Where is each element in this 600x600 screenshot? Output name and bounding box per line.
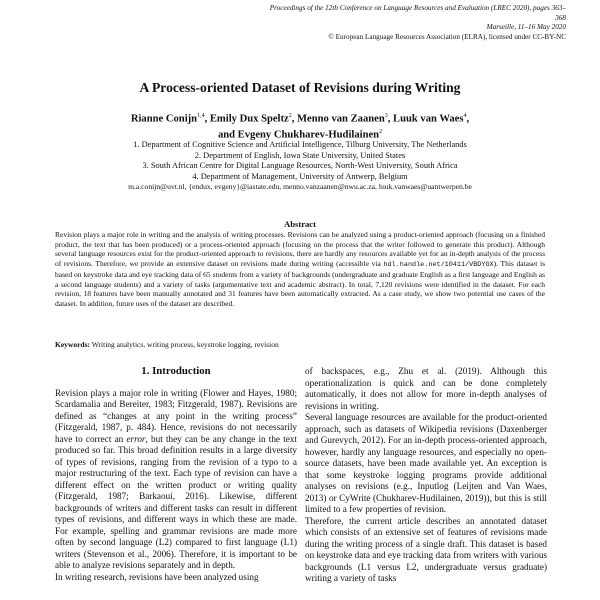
affiliations	[0, 140, 600, 193]
affiliation-line: 3. South African Centre for Digital Language Resources, North-West University, South Africa	[142, 161, 458, 171]
author-affil-mark: 4	[463, 113, 467, 119]
author-affil-mark: 2	[288, 113, 292, 119]
affiliation-line: 4. Department of Management, University of Antwerp, Belgium	[192, 171, 408, 181]
intro-paragraph-1	[55, 388, 297, 572]
intro-text: Revision plays a major role in writing (Flower and Hayes, 1980; Scardamalia and Bereiter, 1983; Fitzgerald, 1987). Revisions are defined as “changes at any point in the writing process” (Fitzgerald, 1987, p. 484). Hence, revisions do not necessarily have to correct an	[55, 387, 297, 444]
proceedings-line-1: Proceedings of the 12th Conference on Language Resources and Evaluation (LREC 2020), pages 363–368	[269, 4, 566, 22]
keywords-label: Keywords:	[55, 340, 90, 349]
intro-text: , but they can be any change in the text produced so far. This broad definition results in a large diversity of types of revisions, ranging from the revision of a typo to a major restructuring of the text. Each type of revision can have a different effect on the written product or writing quality (Fitzgerald, 1987; Barkaoui, 2016). Likewise, different backgrounds of writers and different tasks can result in different types of revisions, and different ways in which these are made. For example, spelling and grammar revisions are made more often by second language (L2) compared to first language (L1) writers (Stevenson et al., 2006). Therefore, it is important to be able to analyze revisions separately and in depth.	[55, 433, 297, 570]
affiliation-line: 1. Department of Cognitive Science and Artificial Intelligence, Tilburg University, The Netherlands	[133, 140, 467, 149]
proceedings-line-3: © European Language Resources Association (ELRA), licensed under CC-BY-NC	[328, 32, 566, 41]
emphasis-error: error	[126, 433, 146, 444]
affiliation-line: 2. Department of English, Iowa State University, United States	[194, 150, 406, 160]
right-paragraph-2: Several language resources are available for the product-oriented approach, such as datasets of Wikipedia revisions (Daxenberger and Gurevych, 2012). For an in-depth process-oriented approach, however, hardly any language resources, and especially no open-source datasets, have been made available yet. An exception is that some keystroke logging programs provide additional analyses on revisions (e.g., Inputlog (Leijten and Van Waes, 2013) or CyWrite (Chukharev-Hudilainen, 2019)), but this is still limited to a few properties of revision.	[305, 412, 547, 514]
intro-paragraph-2: In writing research, revisions have been analyzed using	[55, 571, 259, 582]
author-name: Menno van Zaanen	[297, 113, 385, 125]
keywords	[55, 340, 545, 349]
abstract-text-part-1: Revision plays a major role in writing and the analysis of writing processes. Revisions can be analyzed using a product-oriented approach (focusing on a finished product, the text that has been produced) or a process-oriented approach (focusing on the process that the writer followed to generate this product). Although several language resources exist for the product-oriented approach to revisions, there are hardly any resources available yet for an in-depth analysis of the process of revisions. Therefore, we provide an extensive dataset on revisions made during writing (accessible via	[55, 230, 545, 268]
paper-title: A Process-oriented Dataset of Revisions during Writing	[139, 80, 461, 95]
author-affil-mark: 2	[379, 128, 383, 135]
proceedings-header	[266, 4, 566, 42]
right-column	[305, 366, 547, 585]
abstract-heading: Abstract	[284, 219, 316, 229]
author-affil-mark: 3	[384, 113, 388, 119]
dataset-link[interactable]: hdl.handle.net/10411/VBDYGX	[383, 260, 494, 269]
right-paragraph-3: Therefore, the current article describes an annotated dataset which consists of an extensive set of features of revisions made during the writing process of a single draft. This dataset is based on keystroke data and eye tracking data from writers with various backgrounds (L1 versus L2, undergraduate versus graduate) writing a variety of tasks	[305, 515, 547, 583]
author-affil-mark: 1,4	[197, 113, 205, 119]
author-list: Rianne Conijn$^{1,4}$, Emily Dux Speltz$^2$, Menno van Zaanen$^3$, Luuk van Waes$^4$, and Evgeny Chukharev-Hudilainen$^2$	[130, 113, 470, 141]
right-paragraph-1: of backspaces, e.g., Zhu et al. (2019). Although this operationalization is quick and can be done completely automatically, it does not allow for more in-depth analyses of revisions in writing.	[305, 366, 547, 411]
keywords-text: Writing analytics, writing process, keystroke logging, revision	[91, 340, 279, 349]
section-heading: 1. Introduction	[141, 365, 211, 377]
abstract-body	[55, 230, 545, 308]
author-name: Rianne Conijn	[130, 113, 198, 125]
proceedings-line-2: Marseille, 11–16 May 2020	[486, 23, 566, 31]
author-emails: m.a.conijn@uvt.nl, {endux, evgeny}@iastate.edu, menno.vanzaanen@nwu.ac.za, luuk.vanwaes@uantwerpen.be	[128, 182, 472, 192]
author-name: Luuk van Waes	[393, 113, 464, 125]
abstract-text-part-2: ). This dataset is based on keystroke data and eye tracking data of 65 students from a variety of backgrounds (undergraduate and graduate English as a first language and English as a second language students) and a variety of tasks (argumentative text and academic abstract). In total, 7,120 revisions were identified in the dataset. For each revision, 18 features have been manually annotated and 31 features have been automatically extracted. As a case study, we show two potential use cases of the dataset. In addition, future uses of the dataset are described.	[55, 258, 545, 308]
author-name: and Evgeny Chukharev-Hudilainen	[217, 129, 380, 141]
left-column	[55, 366, 297, 583]
author-name: Emily Dux Speltz	[209, 113, 289, 125]
